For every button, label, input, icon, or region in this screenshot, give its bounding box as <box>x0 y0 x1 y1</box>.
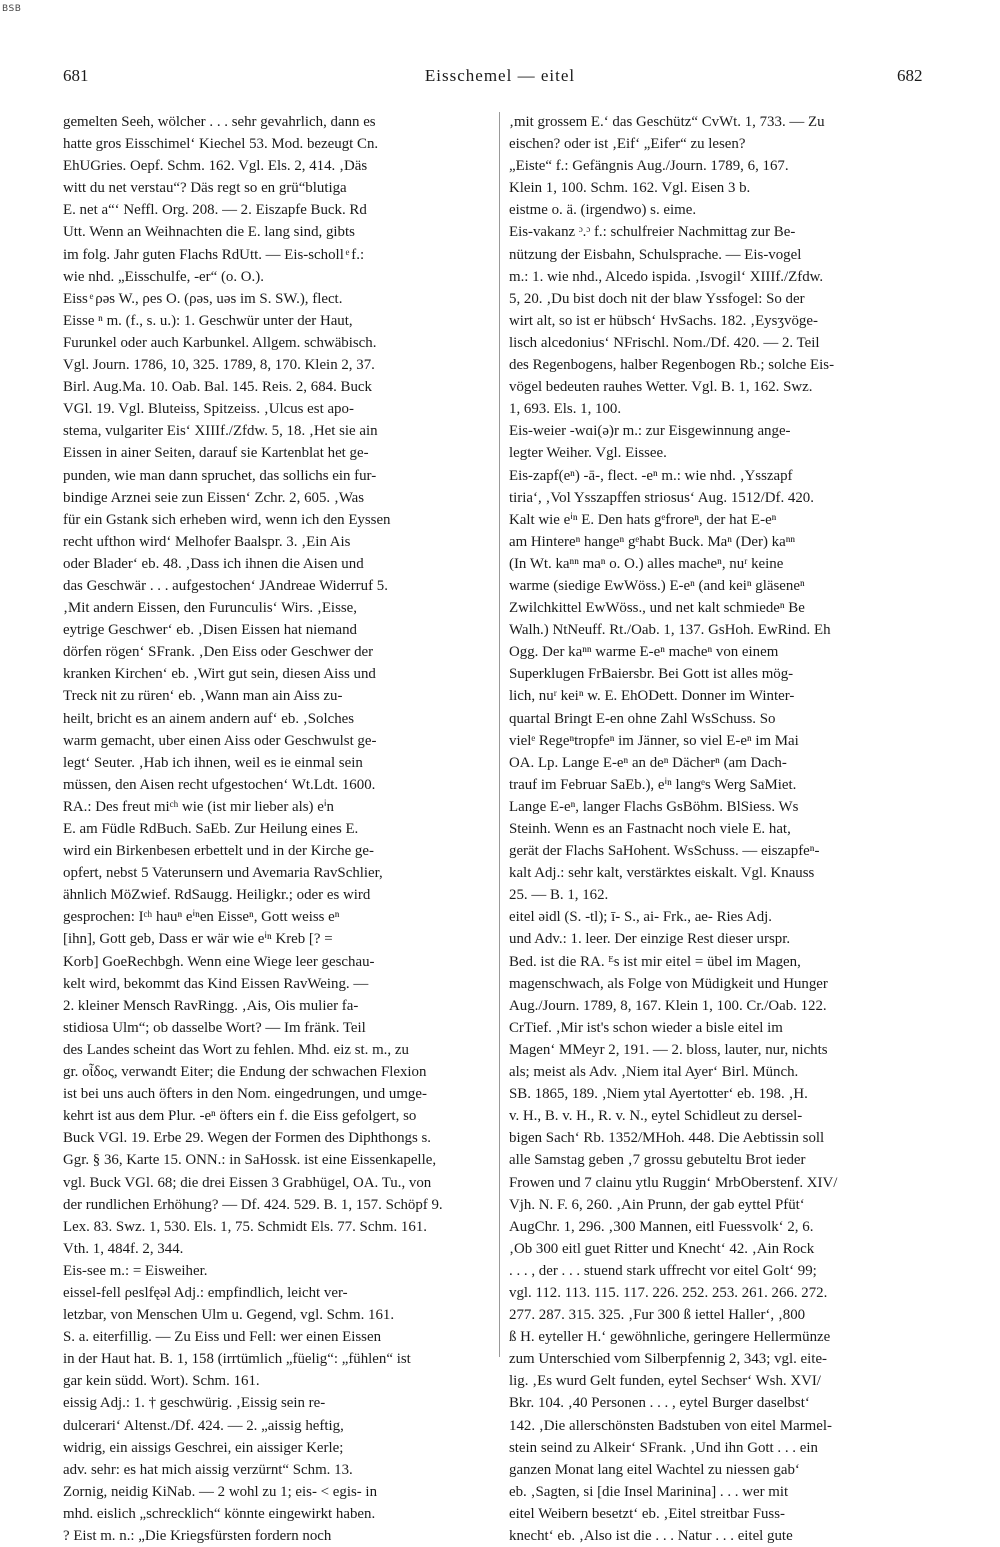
text-line: mhd. eislich „schrecklich“ könnte eingewirkt haben. <box>63 1505 376 1522</box>
text-line: Birl. Aug.Ma. 10. Oab. Bal. 145. Reis. 2, 684. Buck <box>63 379 372 396</box>
column-divider <box>499 112 500 1357</box>
text-line: wie nhd. „Eisschulfe, -er“ (o. O.). <box>63 268 264 285</box>
text-line: dörfen rögen‘ SFrank. ‚Den Eiss oder Geschwer der <box>63 644 374 661</box>
text-line: eistme o. ä. (irgendwo) s. eime. <box>509 202 697 219</box>
page-number-left: 681 <box>63 66 89 85</box>
text-line: E. net a“‘ Neffl. Org. 208. — 2. Eiszapfe Buck. Rd <box>63 202 367 219</box>
text-line: (In Wt. kaⁿⁿ maⁿ o. O.) alles macheⁿ, nuʳ keine <box>509 555 784 572</box>
text-line: Eiss ͤ ρəs W., ρes O. (ρəs, uəs im S. SW.), flect. <box>63 290 343 307</box>
text-line: Frowen und 7 clainu ytlu Ruggin‘ MrbOberstenf. XIV/ <box>509 1174 838 1191</box>
text-line: widrig, ein aissigs Geschrei, ein aissiger Kerle; <box>63 1439 344 1456</box>
text-line: Eis-see m.: = Eisweiher. <box>63 1262 208 1279</box>
text-line: gar kein südd. Wort). Schm. 161. <box>63 1373 260 1390</box>
text-line: Eis-weier -wɑi(ə)r m.: zur Eisgewinnung ange- <box>509 423 791 440</box>
text-line: wird ein Birkenbesen erbettelt und in der Kirche ge- <box>63 843 374 860</box>
text-line: tiria‘, ‚Vol Ysszapffen striosus‘ Aug. 1512/Df. 420. <box>509 489 814 506</box>
text-line: Korb] GoeRechbgh. Wenn eine Wiege leer geschau- <box>63 953 375 970</box>
text-line: kranken Kirchen‘ eb. ‚Wirt gut sein, diesen Aiss und <box>63 666 376 683</box>
text-line: Lange E-eⁿ, langer Flachs GsBöhm. BlSiess. Ws <box>509 798 799 815</box>
text-line: eitel Weibern besetzt‘ eb. ‚Eitel streitbar Fuss- <box>509 1505 785 1522</box>
text-line: am Hintereⁿ hangeⁿ gᵉhabt Buck. Maⁿ (Der) kaⁿⁿ <box>509 533 796 550</box>
text-line: legt‘ Seuter. ‚Hab ich ihnen, weil es ie einmal sein <box>63 754 363 771</box>
text-line: Walh.) NtNeuff. Rt./Oab. 1, 137. GsHoh. EwRind. Eh <box>509 622 831 639</box>
text-line: recht ufthon wird‘ Melhofer Baalspr. 3. ‚Ein Ais <box>63 533 351 550</box>
text-line: CrTief. ‚Mir ist's schon wieder a bisle eitel im <box>509 1019 783 1036</box>
text-line: Vjh. N. F. 6, 260. ‚Ain Prunn, der gab eyttel Pfüt‘ <box>509 1196 805 1213</box>
text-line: punden, wie man dann spruchet, das sollichs ein fur- <box>63 467 377 484</box>
text-line: eb. ‚Sagten, si [die Insel Marinina] . . . wer mit <box>509 1483 789 1500</box>
text-line: warme (siedige EwWöss.) E-eⁿ (and keiⁿ gläseneⁿ <box>509 577 805 594</box>
text-line: vögel bedeuten rauhes Wetter. Vgl. B. 1, 162. Swz. <box>509 379 813 396</box>
text-line: des Landes scheint das Wort zu fehlen. Mhd. eiz st. m., zu <box>63 1041 409 1058</box>
text-line: bigen Sach‘ Rb. 1352/MHoh. 448. Die Aebtissin soll <box>509 1130 825 1147</box>
text-line: nützung der Eisbahn, Schulsprache. — Eis-vogel <box>509 246 802 263</box>
text-line: [ihn], Gott geb, Dass er wär wie eⁱⁿ Kreb [? = <box>63 931 333 948</box>
text-line: S. a. eiterfillig. — Zu Eiss und Fell: wer einen Eissen <box>63 1329 382 1346</box>
text-line: RA.: Des freut miᶜʰ wie (ist mir lieber als) eⁱn <box>63 798 334 815</box>
text-line: Bed. ist die RA. ᴱs ist mir eitel = übel im Magen, <box>509 953 801 970</box>
text-line: zum Unterschied vom Silberpfennig 2, 343; vgl. eite- <box>509 1351 828 1368</box>
text-line: ganzen Monat lang eitel Wachtel zu niessen gab‘ <box>509 1461 800 1478</box>
text-line: quartal Bringt E-en ohne Zahl WsSchuss. So <box>509 710 776 727</box>
text-line: gerät der Flachs SaHohent. WsSchuss. — eiszapfeⁿ- <box>509 843 820 860</box>
text-line: OA. Lp. Lange E-eⁿ an deⁿ Dächerⁿ (am Dach- <box>509 754 787 771</box>
text-line: Aug./Journ. 1789, 8, 167. Klein 1, 100. Cr./Oab. 122. <box>509 997 827 1014</box>
text-line: VGl. 19. Vgl. Bluteiss, Spitzeiss. ‚Ulcus est apo- <box>63 401 354 418</box>
running-head: Eisschemel — eitel <box>424 66 576 85</box>
right-column <box>509 111 927 1544</box>
text-line: ‚Mit andern Eissen, den Furunculis‘ Wirs. ‚Eisse, <box>63 600 357 617</box>
text-line: 2. kleiner Mensch RavRingg. ‚Ais, Ois mulier fa- <box>63 997 359 1014</box>
text-line: dulcerari‘ Altenst./Df. 424. — 2. „aissig heftig, <box>63 1417 344 1434</box>
text-line: Zornig, neidig KiNab. — 2 wohl zu 1; eis- < egis- in <box>63 1483 378 1500</box>
text-line: lisch alcedonius‘ NFrischl. Nom./Df. 420. — 2. Teil <box>509 334 820 351</box>
text-line: ist bei uns auch öfters in den Nom. eingedrungen, und umge- <box>63 1086 427 1103</box>
text-line: eytrige Geschwer‘ eb. ‚Disen Eissen hat niemand <box>63 622 357 639</box>
text-line: gr. οἶδος, verwandt Eiter; die Endung der schwachen Flexion <box>63 1064 427 1081</box>
text-line: Ogg. Der kaⁿⁿ warme E-eⁿ macheⁿ von einem <box>509 644 779 661</box>
text-line: warm gemacht, uber einen Aiss oder Geschwulst ge- <box>63 732 377 749</box>
text-line: 5, 20. ‚Du bist doch nit der blaw Yssfogel: So der <box>509 290 805 307</box>
text-line: knecht‘ eb. ‚Also ist die . . . Natur . . . eitel gute <box>509 1528 793 1544</box>
text-line: ‚Ob 300 eitl guet Ritter und Knecht‘ 42. ‚Ain Rock <box>509 1240 815 1257</box>
text-line: EhUGries. Oepf. Schm. 162. Vgl. Els. 2, 414. ‚Däs <box>63 158 368 175</box>
text-line: Ggr. § 36, Karte 15. ONN.: in SaHossk. ist eine Eissenkapelle, <box>63 1152 437 1169</box>
text-line: kelt wird, bekommt das Kind Eissen RavWeing. — <box>63 975 369 992</box>
text-line: hatte gros Eisschimel‘ Kiechel 53. Mod. bezeugt Cn. <box>63 136 379 153</box>
text-line: opfert, nebst 5 Vaterunsern und Avemaria RavSchlier, <box>63 865 383 882</box>
text-line: heilt, bricht es an ainem andern auf‘ eb. ‚Solches <box>63 710 355 727</box>
text-line: eitel əidl (S. -tl); ī- S., ai- Frk., ae- Ries Adj. <box>509 909 773 926</box>
text-line: adv. sehr: es hat mich aissig verzürnt“ Schm. 13. <box>63 1461 353 1478</box>
text-line: vgl. Buck VGl. 68; die drei Eissen 3 Grabhügel, OA. Tu., von <box>63 1174 432 1191</box>
text-line: im folg. Jahr guten Flachs RdUtt. — Eis-scholl ͤ f.: <box>63 246 365 263</box>
text-line: eischen? oder ist ‚Eif‘ „Eifer“ zu lesen? <box>509 136 746 153</box>
text-line: stema, vulgariter Eis‘ XIIIf./Zfdw. 5, 18. ‚Het sie ain <box>63 423 378 440</box>
text-line: Kalt wie eⁱⁿ E. Den hats gᵉfroreⁿ, der hat E-eⁿ <box>509 511 777 528</box>
text-line: Eissen in ainer Seiten, darauf sie Kartenblat het ge- <box>63 445 369 462</box>
text-line: magenschwach, als Folge von Müdigkeit und Hunger <box>509 975 828 992</box>
text-line: oder Blader‘ eb. 48. ‚Dass ich ihnen die Aisen und <box>63 555 364 572</box>
text-line: ‚mit grossem E.‘ das Geschütz“ CvWt. 1, 733. — Zu <box>509 114 825 130</box>
left-column <box>63 111 495 1544</box>
text-line: Treck nit zu rüren‘ eb. ‚Wann man ain Aiss zu- <box>63 688 343 705</box>
page-number-right: 682 <box>897 66 923 85</box>
text-line: alle Samstag geben ‚7 grossu gebuteltu Brot ieder <box>509 1152 806 1169</box>
text-line: das Geschwär . . . aufgestochen‘ JAndreae Widerruf 5. <box>63 577 388 594</box>
text-line: kehrt ist aus dem Plur. -eⁿ öfters ein f. die Eiss gefolgert, so <box>63 1108 417 1125</box>
text-line: 142. ‚Die allerschönsten Badstuben von eitel Marmel- <box>509 1417 832 1434</box>
text-line: Eis-zapf(eⁿ) -ā-, flect. -eⁿ m.: wie nhd. ‚Ysszapf <box>509 467 793 484</box>
text-line: Zwilchkittel EwWöss., und net kalt schmiedeⁿ Be <box>509 600 805 617</box>
page-header <box>0 66 1000 90</box>
text-line: 1, 693. Els. 1, 100. <box>509 401 622 418</box>
text-line: vgl. 112. 113. 115. 117. 226. 252. 253. 261. 266. 272. <box>509 1284 828 1301</box>
text-line: Eisse ⁿ m. (f., s. u.): 1. Geschwür unter der Haut, <box>63 312 353 329</box>
text-line: Superklugen FrBaiersbr. Bei Gott ist alles mög- <box>509 666 794 683</box>
text-line: lich, nuʳ keiⁿ w. E. EhODett. Donner im Winter- <box>509 688 795 705</box>
text-line: letzbar, von Menschen Ulm u. Gegend, vgl. Schm. 161. <box>63 1307 395 1324</box>
text-line: in der Haut hat. B. 1, 158 (irrtümlich „füelig“: „fühlen“ ist <box>63 1351 411 1368</box>
text-line: ß H. eyteller H.‘ gewöhnliche, geringere Hellermünze <box>509 1329 831 1346</box>
text-line: bindige Arznei seie zun Eissen‘ Zchr. 2, 605. ‚Was <box>63 489 365 506</box>
text-line: Lex. 83. Swz. 1, 530. Els. 1, 75. Schmidt Els. 77. Schm. 161. <box>63 1218 427 1235</box>
text-line: als; meist als Adv. ‚Niem ital Ayer‘ Birl. Münch. <box>509 1064 799 1081</box>
text-line: . . . , der . . . stuend stark uffrecht vor eitel Golt‘ 99; <box>509 1262 817 1279</box>
text-line: und Adv.: 1. leer. Der einzige Rest dieser urspr. <box>509 931 791 948</box>
text-line: müssen, den Aisen recht ufgestochen‘ Wt.Ldt. 1600. <box>63 776 376 793</box>
text-line: v. H., B. v. H., R. v. N., eytel Schidleut zu dersel- <box>509 1108 803 1125</box>
text-line: Steinh. Wenn es an Fastnacht noch viele E. hat, <box>509 821 791 837</box>
text-line: Vgl. Journ. 1786, 10, 325. 1789, 8, 170. Klein 2, 37. <box>63 357 375 374</box>
text-line: 25. — B. 1, 162. <box>509 887 609 904</box>
text-line: „Eiste“ f.: Gefängnis Aug./Journ. 1789, 6, 167. <box>509 158 789 175</box>
text-line: Klein 1, 100. Schm. 162. Vgl. Eisen 3 b. <box>509 180 751 197</box>
text-line: für ein Gstank sich erheben wird, wenn ich den Eyssen <box>63 511 391 528</box>
text-line: stein seind zu Alkeir‘ SFrank. ‚Und ihn Gott . . . ein <box>509 1439 818 1456</box>
text-line: Magen‘ MMeyr 2, 191. — 2. bloss, lauter, nur, nichts <box>509 1041 828 1058</box>
text-line: eissig Adj.: 1. † geschwürig. ‚Eissig sein re- <box>63 1395 326 1412</box>
text-line: trauf im Februar SaEb.), eⁱⁿ langᵉs Werg SaMiet. <box>509 776 797 793</box>
text-line: witt du net verstau“? Däs regt so en grü“blutiga <box>63 180 347 197</box>
text-line: Furunkel oder auch Karbunkel. Allgem. schwäbisch. <box>63 334 377 351</box>
text-line: m.: 1. wie nhd., Alcedo ispida. ‚Isvogil‘ XIIIf./Zfdw. <box>509 268 824 285</box>
text-line: gemelten Seeh, wölcher . . . sehr gevahrlich, dann es <box>63 114 376 130</box>
text-line: wirt alt, so ist er hübsch‘ HvSachs. 182. ‚Eysʒvöge- <box>509 312 818 329</box>
text-line: Vth. 1, 484f. 2, 344. <box>63 1240 184 1257</box>
text-line: kalt Adj.: sehr kalt, verstärktes eiskalt. Vgl. Knauss <box>509 865 815 882</box>
text-line: legter Weiher. Vgl. Eissee. <box>509 445 667 462</box>
text-line: vielᵉ Regeⁿtropfeⁿ im Jänner, so viel E-eⁿ im Mai <box>509 732 799 749</box>
text-line: Utt. Wenn an Weihnachten die E. lang sind, gibts <box>63 224 355 241</box>
text-line: der rundlichen Erhöhung? — Df. 424. 529. B. 1, 157. Schöpf 9. <box>63 1196 443 1213</box>
text-line: ? Eist m. n.: „Die Kriegsfürsten fordern noch <box>63 1528 332 1544</box>
text-line: stidiosa Ulm“; ob dasselbe Wort? — Im fränk. Teil <box>63 1019 366 1036</box>
text-line: Eis-vakanz ᵓ.ᵓ f.: schulfreier Nachmittag zur Be- <box>509 224 796 241</box>
text-line: eissel-fell ρeslfęəl Adj.: empfindlich, leicht ver- <box>63 1284 348 1301</box>
text-line: AugChr. 1, 296. ‚300 Mannen, eitl Fuessvolk‘ 2, 6. <box>509 1218 814 1235</box>
text-line: gesprochen: Iᶜʰ hauⁿ eⁱⁿen Eisseⁿ, Gott weiss eⁿ <box>63 909 340 926</box>
text-line: E. am Füdle RdBuch. SaEb. Zur Heilung eines E. <box>63 821 359 837</box>
text-line: lig. ‚Es wurd Gelt funden, eytel Sechser‘ Wsh. XVI/ <box>509 1373 821 1390</box>
text-line: Bkr. 104. ‚40 Personen . . . , eytel Burger daselbst‘ <box>509 1395 810 1412</box>
text-line: Buck VGl. 19. Erbe 29. Wegen der Formen des Diphthongs s. <box>63 1130 431 1147</box>
text-line: des Regenbogens, halber Regenbogen Rb.; solche Eis- <box>509 357 835 374</box>
text-line: 277. 287. 315. 325. ‚Fur 300 ß iettel Haller‘, ‚800 <box>509 1307 806 1324</box>
text-line: ähnlich MöZwief. RdSaugg. Heiligkr.; oder es wird <box>63 887 371 904</box>
text-line: SB. 1865, 189. ‚Niem ytal Ayertotter‘ eb. 198. ‚H. <box>509 1086 808 1103</box>
library-stamp: BSB <box>2 4 22 14</box>
